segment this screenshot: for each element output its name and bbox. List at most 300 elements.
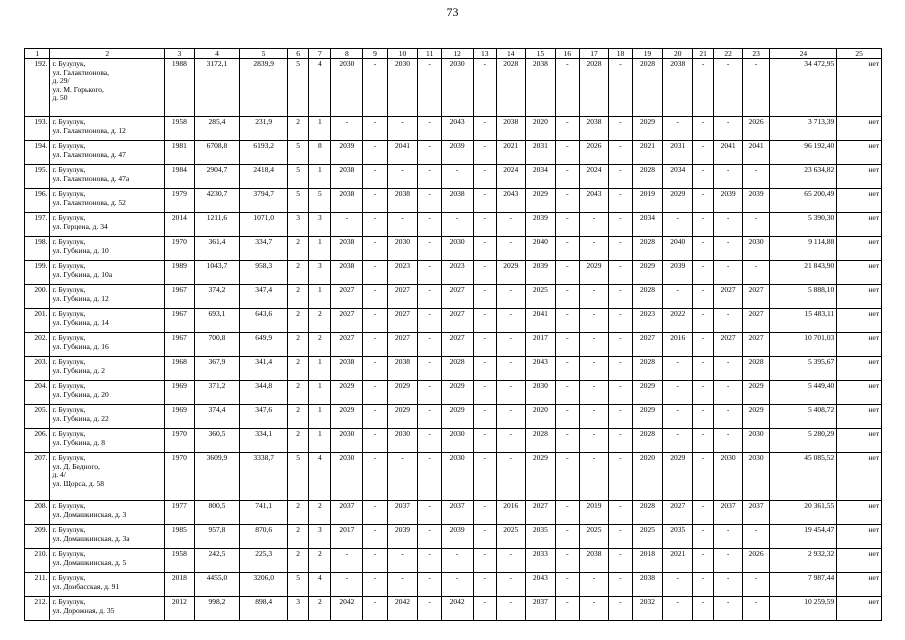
- value-cell: 2043: [496, 189, 525, 213]
- value-cell: 2028: [632, 285, 663, 309]
- value-cell: 2037: [387, 501, 418, 525]
- value-cell: 2029: [632, 381, 663, 405]
- value-cell: 2029: [331, 405, 363, 429]
- value-cell: -: [609, 501, 632, 525]
- value-cell: -: [363, 261, 387, 285]
- address-cell: г. Бузулук, ул. Губкина, д. 12: [50, 285, 165, 309]
- address-cell: г. Бузулук, ул. Домашкинская, д. 3: [50, 501, 165, 525]
- value-cell: 371,2: [194, 381, 240, 405]
- value-cell: -: [418, 141, 441, 165]
- value-cell: 285,4: [194, 117, 240, 141]
- value-cell: -: [418, 213, 441, 237]
- value-cell: 2039: [331, 141, 363, 165]
- table-row: [25, 357, 882, 381]
- value-cell: 2030: [387, 429, 418, 453]
- value-cell: 2029: [663, 453, 693, 501]
- header-cell: 12: [441, 49, 473, 59]
- value-cell: -: [609, 237, 632, 261]
- value-cell: 2027: [331, 285, 363, 309]
- table-row: [25, 309, 882, 333]
- address-cell: г. Бузулук, ул. Губкина, д. 2: [50, 357, 165, 381]
- value-cell: 2037: [742, 501, 770, 525]
- value-cell: -: [363, 59, 387, 117]
- row-number-cell: 197.: [25, 213, 50, 237]
- value-cell: 374,2: [194, 285, 240, 309]
- value-cell: -: [363, 357, 387, 381]
- value-cell: 2039: [441, 525, 473, 549]
- value-cell: -: [556, 501, 579, 525]
- value-cell: -: [418, 59, 441, 117]
- value-cell: -: [387, 453, 418, 501]
- value-cell: -: [579, 453, 609, 501]
- value-cell: -: [714, 261, 743, 285]
- value-cell: -: [714, 213, 743, 237]
- value-cell: -: [418, 165, 441, 189]
- value-cell: -: [418, 453, 441, 501]
- value-cell: -: [363, 549, 387, 573]
- value-cell: 2041: [525, 309, 556, 333]
- flag-cell: нет: [837, 381, 882, 405]
- value-cell: 2040: [525, 237, 556, 261]
- value-cell: -: [387, 213, 418, 237]
- value-cell: 2039: [714, 189, 743, 213]
- value-cell: -: [556, 357, 579, 381]
- value-cell: -: [579, 381, 609, 405]
- value-cell: -: [473, 525, 496, 549]
- cost-cell: 15 483,11: [770, 309, 837, 333]
- value-cell: 2027: [714, 333, 743, 357]
- value-cell: 2029: [742, 381, 770, 405]
- value-cell: 1968: [165, 357, 195, 381]
- value-cell: 2039: [525, 213, 556, 237]
- flag-cell: нет: [837, 333, 882, 357]
- value-cell: -: [693, 405, 714, 429]
- value-cell: 643,6: [240, 309, 288, 333]
- header-cell: 9: [363, 49, 387, 59]
- value-cell: -: [579, 237, 609, 261]
- value-cell: -: [609, 549, 632, 573]
- value-cell: 2904,7: [194, 165, 240, 189]
- value-cell: 2038: [579, 117, 609, 141]
- flag-cell: нет: [837, 597, 882, 621]
- table-row: [25, 333, 882, 357]
- value-cell: -: [441, 573, 473, 597]
- value-cell: -: [714, 549, 743, 573]
- value-cell: -: [418, 189, 441, 213]
- housing-table: [24, 48, 882, 621]
- value-cell: 2: [288, 309, 309, 333]
- value-cell: 5: [288, 141, 309, 165]
- value-cell: 2027: [525, 501, 556, 525]
- header-cell: 24: [770, 49, 837, 59]
- row-number-cell: 194.: [25, 141, 50, 165]
- value-cell: 2038: [331, 261, 363, 285]
- value-cell: 1: [309, 357, 331, 381]
- value-cell: 242,5: [194, 549, 240, 573]
- value-cell: -: [714, 165, 743, 189]
- value-cell: 2017: [525, 333, 556, 357]
- value-cell: 3: [309, 213, 331, 237]
- value-cell: 2030: [525, 381, 556, 405]
- value-cell: 1: [309, 429, 331, 453]
- value-cell: 1071,0: [240, 213, 288, 237]
- value-cell: -: [363, 597, 387, 621]
- value-cell: 2037: [331, 501, 363, 525]
- address-cell: г. Бузулук, ул. Д. Бедного, д. 4/ ул. Щорса, д. 58: [50, 453, 165, 501]
- value-cell: 2027: [441, 285, 473, 309]
- cost-cell: 20 361,55: [770, 501, 837, 525]
- value-cell: 3: [309, 525, 331, 549]
- value-cell: 2: [309, 309, 331, 333]
- cost-cell: 5 280,29: [770, 429, 837, 453]
- value-cell: 1969: [165, 405, 195, 429]
- value-cell: -: [609, 597, 632, 621]
- value-cell: -: [556, 549, 579, 573]
- value-cell: -: [714, 357, 743, 381]
- value-cell: 2020: [632, 453, 663, 501]
- value-cell: -: [473, 261, 496, 285]
- cost-cell: 96 192,40: [770, 141, 837, 165]
- header-cell: 6: [288, 49, 309, 59]
- address-cell: г. Бузулук, ул. Губкина, д. 20: [50, 381, 165, 405]
- value-cell: -: [556, 333, 579, 357]
- value-cell: 2: [288, 405, 309, 429]
- value-cell: 2016: [663, 333, 693, 357]
- value-cell: 347,6: [240, 405, 288, 429]
- value-cell: -: [418, 381, 441, 405]
- value-cell: 1211,6: [194, 213, 240, 237]
- value-cell: 2029: [632, 261, 663, 285]
- value-cell: 2: [288, 117, 309, 141]
- value-cell: -: [556, 453, 579, 501]
- value-cell: 2026: [742, 117, 770, 141]
- cost-cell: 5 395,67: [770, 357, 837, 381]
- value-cell: -: [693, 261, 714, 285]
- value-cell: -: [579, 309, 609, 333]
- value-cell: -: [693, 333, 714, 357]
- value-cell: -: [418, 117, 441, 141]
- row-number-cell: 205.: [25, 405, 50, 429]
- value-cell: 334,7: [240, 237, 288, 261]
- header-cell: 2: [50, 49, 165, 59]
- value-cell: 898,4: [240, 597, 288, 621]
- address-cell: г. Бузулук, ул. Губкина, д. 22: [50, 405, 165, 429]
- header-cell: 20: [663, 49, 693, 59]
- flag-cell: нет: [837, 501, 882, 525]
- value-cell: 2035: [663, 525, 693, 549]
- address-cell: г. Бузулук, ул. Галактионова, д. 52: [50, 189, 165, 213]
- cost-cell: 7 987,44: [770, 573, 837, 597]
- header-cell: 7: [309, 49, 331, 59]
- flag-cell: нет: [837, 309, 882, 333]
- value-cell: -: [363, 333, 387, 357]
- value-cell: -: [473, 405, 496, 429]
- value-cell: 741,1: [240, 501, 288, 525]
- value-cell: 2030: [714, 453, 743, 501]
- value-cell: 2030: [742, 429, 770, 453]
- value-cell: 2026: [742, 549, 770, 573]
- value-cell: 2020: [525, 117, 556, 141]
- value-cell: 870,6: [240, 525, 288, 549]
- value-cell: -: [418, 237, 441, 261]
- value-cell: -: [579, 429, 609, 453]
- value-cell: -: [714, 59, 743, 117]
- value-cell: -: [556, 165, 579, 189]
- value-cell: 2018: [165, 573, 195, 597]
- address-cell: г. Бузулук, ул. Галактионова, д. 12: [50, 117, 165, 141]
- value-cell: 2030: [441, 453, 473, 501]
- value-cell: 2027: [331, 333, 363, 357]
- value-cell: -: [473, 597, 496, 621]
- value-cell: 2038: [387, 357, 418, 381]
- value-cell: 2021: [496, 141, 525, 165]
- header-cell: 17: [579, 49, 609, 59]
- value-cell: -: [418, 309, 441, 333]
- value-cell: 1967: [165, 285, 195, 309]
- value-cell: -: [609, 333, 632, 357]
- value-cell: 2028: [632, 59, 663, 117]
- value-cell: -: [693, 117, 714, 141]
- cost-cell: 9 114,88: [770, 237, 837, 261]
- cost-cell: 5 408,72: [770, 405, 837, 429]
- value-cell: -: [556, 141, 579, 165]
- value-cell: 4: [309, 453, 331, 501]
- value-cell: 1989: [165, 261, 195, 285]
- value-cell: 2041: [714, 141, 743, 165]
- value-cell: -: [693, 525, 714, 549]
- value-cell: 2039: [387, 525, 418, 549]
- value-cell: 231,9: [240, 117, 288, 141]
- value-cell: -: [387, 165, 418, 189]
- table-row: [25, 405, 882, 429]
- value-cell: 2037: [714, 501, 743, 525]
- value-cell: 3172,1: [194, 59, 240, 117]
- cost-cell: 45 085,52: [770, 453, 837, 501]
- value-cell: 2027: [663, 501, 693, 525]
- header-cell: 21: [693, 49, 714, 59]
- table-row: [25, 261, 882, 285]
- value-cell: -: [693, 59, 714, 117]
- value-cell: 5: [309, 189, 331, 213]
- value-cell: 2042: [441, 597, 473, 621]
- value-cell: 2: [288, 549, 309, 573]
- value-cell: -: [609, 357, 632, 381]
- value-cell: 2042: [387, 597, 418, 621]
- value-cell: 2025: [579, 525, 609, 549]
- value-cell: -: [363, 429, 387, 453]
- flag-cell: нет: [837, 285, 882, 309]
- value-cell: 2039: [525, 261, 556, 285]
- value-cell: 2038: [525, 59, 556, 117]
- header-cell: 13: [473, 49, 496, 59]
- cost-cell: 10 259,59: [770, 597, 837, 621]
- header-cell: 23: [742, 49, 770, 59]
- value-cell: 3338,7: [240, 453, 288, 501]
- value-cell: 2038: [331, 189, 363, 213]
- value-cell: -: [714, 597, 743, 621]
- value-cell: -: [331, 573, 363, 597]
- value-cell: 2029: [663, 189, 693, 213]
- row-number-cell: 201.: [25, 309, 50, 333]
- value-cell: 2041: [387, 141, 418, 165]
- value-cell: 1958: [165, 549, 195, 573]
- value-cell: -: [363, 405, 387, 429]
- value-cell: 4: [309, 573, 331, 597]
- value-cell: 1969: [165, 381, 195, 405]
- value-cell: 2021: [663, 549, 693, 573]
- row-number-cell: 204.: [25, 381, 50, 405]
- value-cell: 2025: [496, 525, 525, 549]
- value-cell: 8: [309, 141, 331, 165]
- value-cell: -: [693, 285, 714, 309]
- value-cell: -: [714, 309, 743, 333]
- value-cell: -: [496, 237, 525, 261]
- value-cell: -: [418, 573, 441, 597]
- value-cell: -: [609, 429, 632, 453]
- value-cell: 2028: [632, 501, 663, 525]
- value-cell: 2: [309, 597, 331, 621]
- row-number-cell: 192.: [25, 59, 50, 117]
- value-cell: 2038: [579, 549, 609, 573]
- value-cell: 1958: [165, 117, 195, 141]
- value-cell: 2: [309, 501, 331, 525]
- value-cell: -: [496, 357, 525, 381]
- value-cell: 1981: [165, 141, 195, 165]
- value-cell: -: [663, 573, 693, 597]
- value-cell: -: [473, 237, 496, 261]
- value-cell: 2: [288, 261, 309, 285]
- value-cell: 6708,8: [194, 141, 240, 165]
- value-cell: -: [693, 189, 714, 213]
- value-cell: 4230,7: [194, 189, 240, 213]
- cost-cell: 5 888,10: [770, 285, 837, 309]
- value-cell: 2038: [632, 573, 663, 597]
- value-cell: -: [714, 573, 743, 597]
- value-cell: -: [714, 237, 743, 261]
- value-cell: 1: [309, 285, 331, 309]
- address-cell: г. Бузулук, ул. Домашкинская, д. 5: [50, 549, 165, 573]
- value-cell: 3206,0: [240, 573, 288, 597]
- value-cell: -: [663, 285, 693, 309]
- value-cell: -: [663, 213, 693, 237]
- value-cell: 2029: [632, 117, 663, 141]
- value-cell: -: [579, 357, 609, 381]
- value-cell: -: [418, 597, 441, 621]
- value-cell: -: [693, 453, 714, 501]
- value-cell: 2018: [632, 549, 663, 573]
- value-cell: 1985: [165, 525, 195, 549]
- value-cell: 2: [309, 549, 331, 573]
- value-cell: -: [473, 213, 496, 237]
- value-cell: 2043: [441, 117, 473, 141]
- table-row: [25, 213, 882, 237]
- value-cell: -: [496, 333, 525, 357]
- value-cell: -: [693, 165, 714, 189]
- value-cell: -: [609, 189, 632, 213]
- table-row: [25, 189, 882, 213]
- value-cell: 2022: [663, 309, 693, 333]
- value-cell: -: [742, 525, 770, 549]
- value-cell: 2027: [331, 309, 363, 333]
- value-cell: -: [609, 261, 632, 285]
- value-cell: -: [579, 597, 609, 621]
- header-cell: 15: [525, 49, 556, 59]
- value-cell: -: [556, 525, 579, 549]
- value-cell: -: [496, 405, 525, 429]
- value-cell: 958,3: [240, 261, 288, 285]
- table-row: [25, 549, 882, 573]
- value-cell: 2028: [632, 429, 663, 453]
- value-cell: 1970: [165, 453, 195, 501]
- row-number-cell: 209.: [25, 525, 50, 549]
- value-cell: -: [473, 117, 496, 141]
- value-cell: -: [693, 357, 714, 381]
- value-cell: -: [363, 165, 387, 189]
- header-cell: 16: [556, 49, 579, 59]
- value-cell: -: [609, 141, 632, 165]
- value-cell: 2030: [441, 237, 473, 261]
- row-number-cell: 203.: [25, 357, 50, 381]
- value-cell: -: [609, 405, 632, 429]
- address-cell: г. Бузулук, ул. Домашкинская, д. 3а: [50, 525, 165, 549]
- value-cell: 2029: [441, 405, 473, 429]
- value-cell: 1977: [165, 501, 195, 525]
- address-cell: г. Бузулук, ул. Галактионова, д. 47а: [50, 165, 165, 189]
- value-cell: 2033: [525, 549, 556, 573]
- value-cell: -: [556, 213, 579, 237]
- value-cell: -: [693, 597, 714, 621]
- value-cell: -: [418, 525, 441, 549]
- value-cell: 2: [288, 333, 309, 357]
- value-cell: 2024: [496, 165, 525, 189]
- table-row: [25, 381, 882, 405]
- value-cell: -: [579, 213, 609, 237]
- value-cell: -: [473, 189, 496, 213]
- value-cell: 2027: [441, 309, 473, 333]
- value-cell: 2037: [441, 501, 473, 525]
- value-cell: 361,4: [194, 237, 240, 261]
- value-cell: 2023: [441, 261, 473, 285]
- table-row: [25, 525, 882, 549]
- value-cell: 2034: [632, 213, 663, 237]
- table-row: [25, 237, 882, 261]
- value-cell: 2034: [525, 165, 556, 189]
- value-cell: -: [693, 429, 714, 453]
- value-cell: -: [556, 285, 579, 309]
- value-cell: 2030: [331, 429, 363, 453]
- flag-cell: нет: [837, 237, 882, 261]
- value-cell: -: [693, 501, 714, 525]
- value-cell: 2: [288, 285, 309, 309]
- value-cell: -: [609, 213, 632, 237]
- value-cell: 957,8: [194, 525, 240, 549]
- value-cell: -: [556, 189, 579, 213]
- value-cell: -: [693, 237, 714, 261]
- flag-cell: нет: [837, 549, 882, 573]
- value-cell: 1967: [165, 333, 195, 357]
- value-cell: 2038: [441, 189, 473, 213]
- value-cell: -: [556, 381, 579, 405]
- value-cell: 2038: [331, 357, 363, 381]
- header-cell: 25: [837, 49, 882, 59]
- value-cell: -: [742, 597, 770, 621]
- value-cell: 2019: [632, 189, 663, 213]
- value-cell: 2029: [632, 405, 663, 429]
- value-cell: 2: [288, 237, 309, 261]
- flag-cell: нет: [837, 213, 882, 237]
- value-cell: 2038: [496, 117, 525, 141]
- flag-cell: нет: [837, 189, 882, 213]
